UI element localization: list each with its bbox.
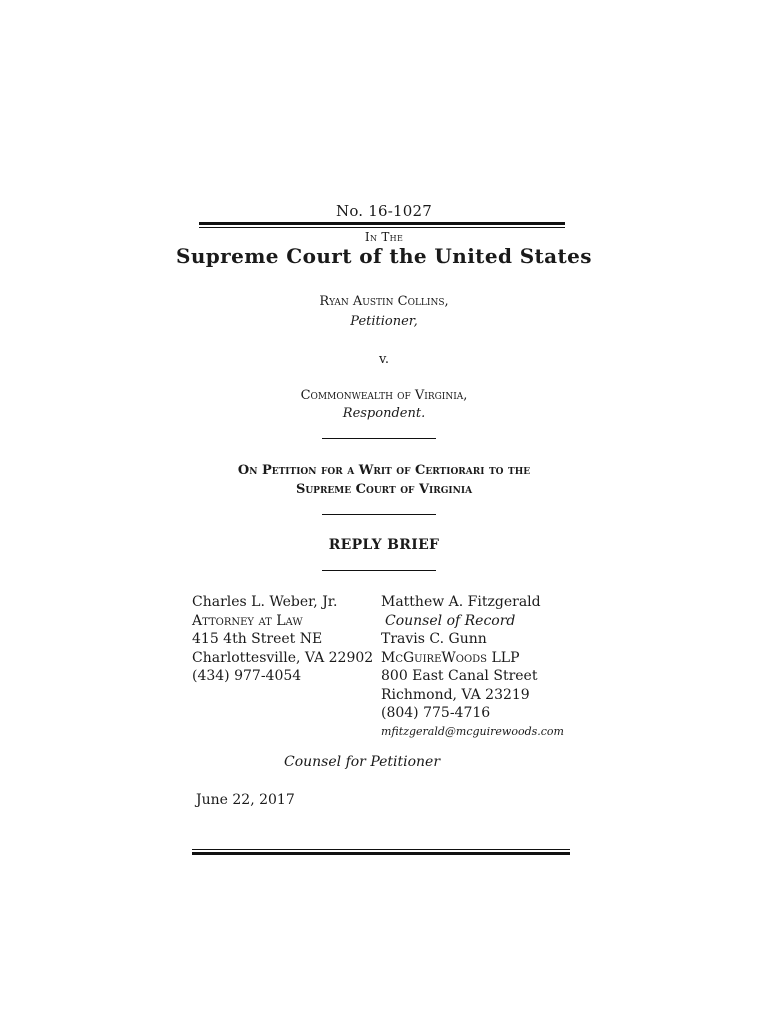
counsel-name: Matthew A. Fitzgerald [381,594,541,610]
respondent-role: Respondent. [342,406,426,421]
brief-title: REPLY BRIEF [328,537,440,553]
counsel-city: Richmond, VA 23219 [381,686,530,703]
counsel-for-label: Counsel for Petitioner [284,754,441,770]
divider [322,514,436,515]
petition-heading [0,461,768,499]
top-divider [199,222,565,228]
petition-line-1: On Petition for a Writ of Certiorari to the [237,463,531,478]
counsel-street: 800 East Canal Street [381,668,538,684]
counsel-city: Charlottesville, VA 22902 [192,649,374,666]
versus: v. [379,352,389,367]
counsel-phone: (804) 775-4716 [381,705,491,721]
court-name: Supreme Court of the United States [176,244,592,268]
second-counsel-name: Travis C. Gunn [381,631,487,647]
counsel-of-record: Counsel of Record [385,612,516,629]
divider [322,570,436,571]
counsel-street: 415 4th Street NE [192,631,323,647]
law-firm: McGuireWoods LLP [381,649,520,666]
divider [322,438,436,439]
counsel-title: Attorney at Law [192,612,303,629]
petitioner-name: Ryan Austin Collins, [319,294,449,309]
respondent-name: Commonwealth of Virginia, [300,388,468,403]
counsel-name: Charles L. Weber, Jr. [192,594,338,610]
left-counsel-block [192,593,382,686]
petition-line-2: Supreme Court of Virginia [295,482,473,497]
right-counsel-block [381,593,581,741]
filing-date: June 22, 2017 [196,792,295,808]
docket-number: No. 16-1027 [336,202,432,220]
counsel-phone: (434) 977-4054 [192,668,302,684]
counsel-email: mfitzgerald@mcguirewoods.com [381,724,564,738]
bottom-divider [192,849,570,855]
court-prefix: In The [364,230,404,244]
petitioner-role: Petitioner, [350,314,418,329]
